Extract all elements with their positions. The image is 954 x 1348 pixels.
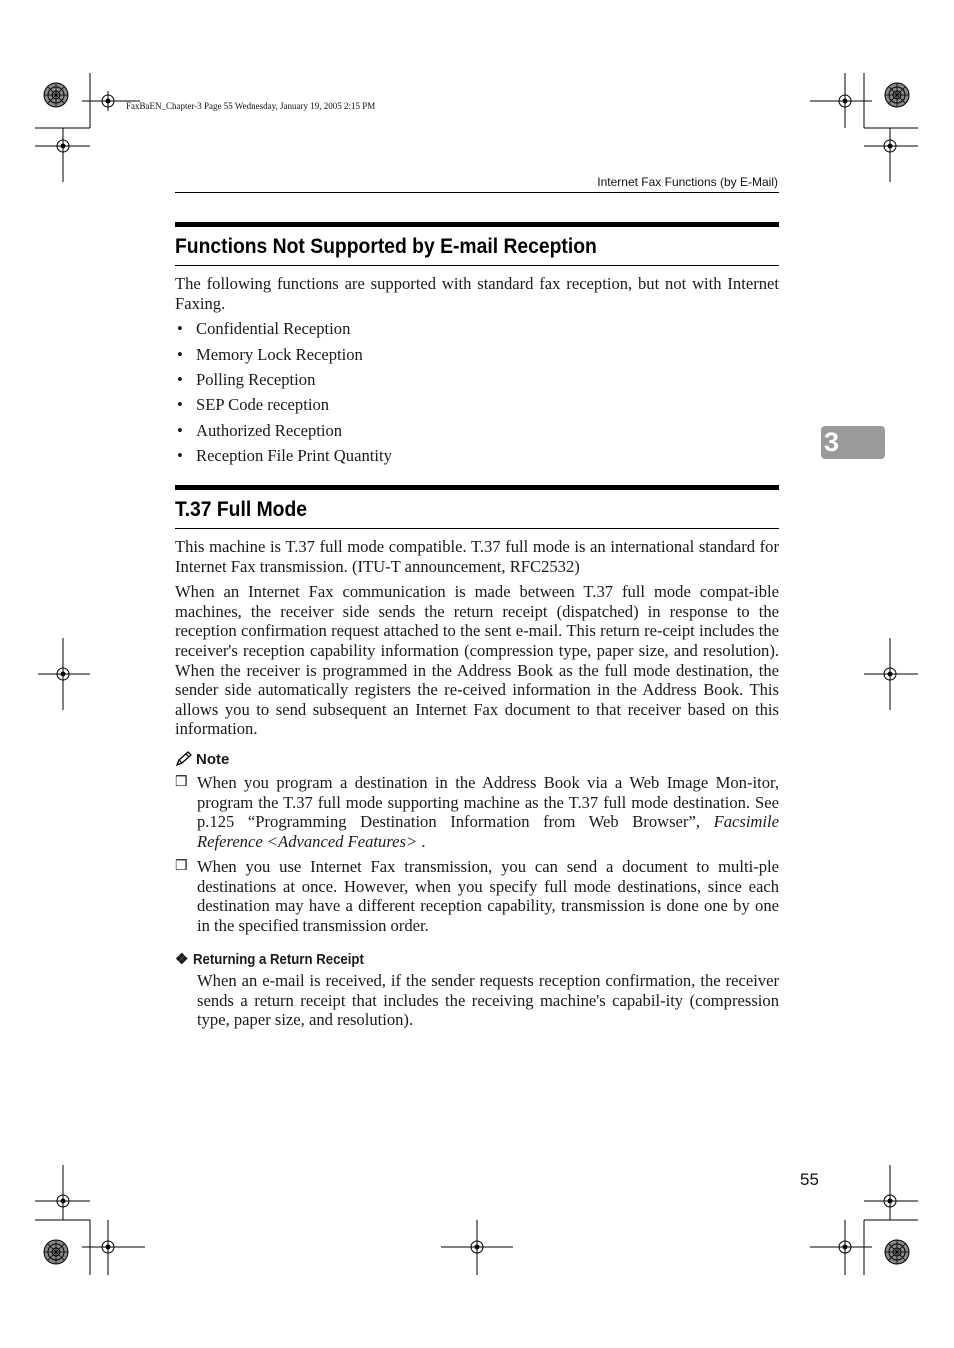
checkbox-icon: ❒ xyxy=(175,859,188,874)
manual-reference: Facsimile Reference <Advanced Features> xyxy=(197,812,779,851)
page-number: 55 xyxy=(800,1170,819,1189)
header-rule xyxy=(175,192,779,193)
note-item-1 xyxy=(175,773,779,851)
list-item: • Reception File Print Quantity xyxy=(177,446,392,466)
unsupported-functions-list xyxy=(175,319,779,471)
bullet-icon: • xyxy=(177,395,183,415)
section-t37-full-mode xyxy=(175,485,779,529)
note-item-2-text: When you use Internet Fax transmission, you can send a document to multi-ple destinations at once. However, when you specify full mode destinations, since each destination may have a different reception capability, transmission is done one by one in the specified transmission order. xyxy=(197,857,779,935)
section2-paragraph-1: This machine is T.37 full mode compatible. T.37 full mode is an international standard for Internet Fax transmission. (ITU-T announcement, RFC2532) xyxy=(175,537,779,576)
bullet-icon: • xyxy=(177,319,183,339)
note-item-2 xyxy=(175,857,779,935)
section1-body xyxy=(175,274,779,472)
bullet-icon: • xyxy=(177,446,183,466)
subsection-title: Returning a Return Receipt xyxy=(192,951,364,968)
checkbox-icon: ❒ xyxy=(175,775,188,790)
section1-intro: The following functions are supported with standard fax reception, but not with Internet Faxing. xyxy=(175,274,779,313)
section-title: T.37 Full Mode xyxy=(175,498,308,521)
running-head: Internet Fax Functions (by E-Mail) xyxy=(597,175,778,189)
note-item-1-text: When you program a destination in the Address Book via a Web Image Mon-itor, program the T.37 full mode supporting machine as the T.37 full mode destination. See p.125 “Programming Destination Information from Web Browser”, Facsimile Reference <Advanced Features> . xyxy=(197,773,779,851)
subsection-paragraph: When an e-mail is received, if the sender requests reception confirmation, the receiver sends a return receipt that includes the receiving machine's capabil-ity (compression type, paper size, and resolution). xyxy=(197,971,779,1030)
pencil-icon xyxy=(175,751,193,767)
section2-body xyxy=(175,537,779,739)
note-heading xyxy=(175,751,229,768)
section-title-rule xyxy=(175,265,779,266)
list-item: • Memory Lock Reception xyxy=(177,344,363,364)
list-item: • Confidential Reception xyxy=(177,319,351,339)
section-functions-not-supported xyxy=(175,222,779,266)
bullet-icon: • xyxy=(177,369,183,389)
list-item: • Polling Reception xyxy=(177,369,316,389)
diamond-icon: ❖ xyxy=(175,951,189,968)
bullet-icon: • xyxy=(177,344,183,364)
section-title-rule xyxy=(175,528,779,529)
print-slug: FaxBaEN_Chapter-3 Page 55 Wednesday, January 19, 2005 2:15 PM xyxy=(126,101,376,111)
list-item: • SEP Code reception xyxy=(177,395,330,415)
subsection-heading xyxy=(175,950,387,968)
list-item: • Authorized Reception xyxy=(177,420,343,440)
bullet-icon: • xyxy=(177,420,183,440)
section2-paragraph-2: When an Internet Fax communication is made between T.37 full mode compat-ible machines, the receiver side sends the return receipt (dispatched) in response to the reception confirmation request attached to the sent e-mail. This return re-ceipt includes the receiver's reception capability information (compression type, paper size, and resolution). When the receiver is programmed in the Address Book as the full mode destination, the sender side automatically registers the re-ceived information in the Address Book. This allows you to send subsequent an Internet Fax document to that receiver based on this information. xyxy=(175,582,779,739)
subsection-body xyxy=(197,971,779,1030)
section-title: Functions Not Supported by E-mail Reception xyxy=(175,235,597,258)
chapter-tab: 3 xyxy=(821,426,885,459)
note-label: Note xyxy=(196,751,230,768)
